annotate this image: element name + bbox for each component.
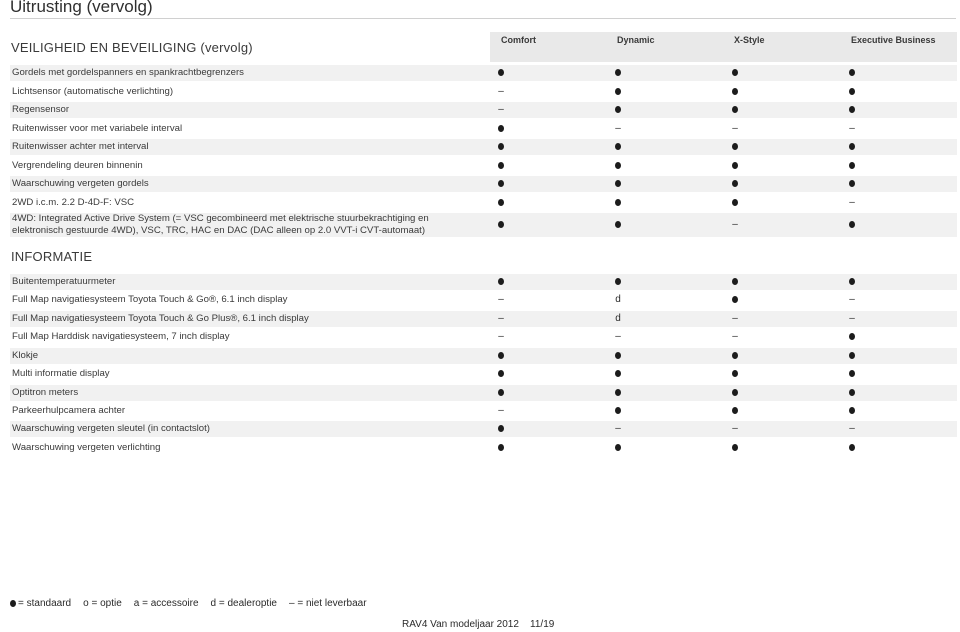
legend-symbol: – [288,598,298,609]
standard-dot-icon [849,162,855,169]
not-available-mark: – [849,423,855,434]
section-title: INFORMATIE [11,249,93,264]
cell-dynamic [604,219,632,231]
legend-text: = optie [91,598,122,609]
cell-x-style [721,368,749,380]
cell-comfort [487,86,515,98]
standard-dot-icon [615,444,621,451]
standard-dot-icon [498,425,504,432]
standard-dot-icon [615,143,621,150]
standard-dot-icon [615,352,621,359]
option-mark: d [615,294,621,305]
cell-dynamic [604,123,632,135]
cell-dynamic [604,178,632,190]
standard-dot-icon [849,180,855,187]
standard-dot-icon [849,370,855,377]
standard-dot-icon [849,407,855,414]
legend-text: = accessoire [142,598,199,609]
cell-executive-business [838,86,866,98]
standard-dot-icon [849,69,855,76]
legend-item [83,598,122,609]
cell-comfort [487,123,515,135]
cell-comfort [487,442,515,454]
legend-item [134,598,199,609]
cell-x-style [721,423,749,435]
row-background [10,403,957,419]
row-label-continued: elektronisch gestuurde 4WD), VSC, TRC, HAC en DAC (DAC alleen op 2.0 VVT-i CVT-automaat) [12,225,426,236]
row-background [10,366,957,382]
standard-dot-icon [732,389,738,396]
not-available-mark: – [615,123,621,134]
cell-dynamic [604,141,632,153]
cell-executive-business [838,67,866,79]
standard-dot-icon [498,199,504,206]
standard-dot-icon [732,407,738,414]
cell-comfort [487,276,515,288]
cell-dynamic [604,276,632,288]
cell-dynamic [604,294,632,306]
cell-executive-business [838,294,866,306]
standard-dot-icon [498,221,504,228]
standard-dot-icon [498,389,504,396]
table-row [0,194,960,212]
cell-executive-business [838,123,866,135]
standard-dot-icon [615,278,621,285]
legend-item [211,598,277,609]
cell-comfort [487,104,515,116]
cell-dynamic [604,104,632,116]
not-available-mark: – [498,86,504,97]
standard-dot-icon [732,143,738,150]
row-label: Parkeerhulpcamera achter [12,405,126,416]
cell-x-style [721,350,749,362]
standard-dot-icon [732,106,738,113]
row-label: Ruitenwisser voor met variabele interval [12,123,183,134]
cell-comfort [487,405,515,417]
cell-comfort [487,219,515,231]
standard-dot-icon [849,444,855,451]
not-available-mark: – [849,313,855,324]
not-available-mark: – [849,294,855,305]
row-label: Buitentemperatuurmeter [12,276,116,287]
cell-executive-business [838,178,866,190]
cell-executive-business [838,368,866,380]
row-label: Regensensor [12,104,70,115]
standard-dot-icon [615,106,621,113]
standard-dot-icon [849,88,855,95]
cell-dynamic [604,350,632,362]
cell-comfort [487,197,515,209]
cell-comfort [487,178,515,190]
cell-executive-business [838,197,866,209]
cell-comfort [487,350,515,362]
row-label: Multi informatie display [12,368,110,379]
cell-executive-business [838,350,866,362]
not-available-mark: – [615,331,621,342]
standard-dot-icon [10,600,16,607]
page-title: Uitrusting (vervolg) [10,0,153,16]
cell-comfort [487,294,515,306]
not-available-mark: – [732,331,738,342]
legend-symbol: a [133,598,143,609]
not-available-mark: – [498,405,504,416]
cell-comfort [487,160,515,172]
not-available-mark: – [498,104,504,115]
standard-dot-icon [498,444,504,451]
cell-x-style [721,294,749,306]
cell-dynamic [604,442,632,454]
cell-x-style [721,276,749,288]
cell-executive-business [838,405,866,417]
row-background [10,158,957,174]
standard-dot-icon [498,125,504,132]
cell-executive-business [838,313,866,325]
standard-dot-icon [849,278,855,285]
row-background [10,195,957,211]
table-row [0,347,960,365]
standard-dot-icon [732,180,738,187]
standard-dot-icon [615,69,621,76]
option-mark: d [615,313,621,324]
row-label: Klokje [12,350,39,361]
row-label: Full Map Harddisk navigatiesysteem, 7 inch display [12,331,230,342]
row-label: 4WD: Integrated Active Drive System (= VSC gecombineerd met elektrische stuurbekrachtiging en [12,213,429,224]
table-row [0,157,960,175]
standard-dot-icon [498,143,504,150]
cell-dynamic [604,313,632,325]
cell-x-style [721,219,749,231]
standard-dot-icon [732,444,738,451]
cell-x-style [721,178,749,190]
row-label: Full Map navigatiesysteem Toyota Touch & Go®, 6.1 inch display [12,294,288,305]
table-row [0,384,960,402]
cell-executive-business [838,160,866,172]
cell-x-style [721,442,749,454]
cell-executive-business [838,141,866,153]
standard-dot-icon [615,389,621,396]
row-label: Vergrendeling deuren binnenin [12,160,143,171]
cell-dynamic [604,387,632,399]
row-label: 2WD i.c.m. 2.2 D-4D-F: VSC [12,197,135,208]
table-row [0,273,960,291]
standard-dot-icon [615,162,621,169]
row-background [10,348,957,364]
legend [10,598,379,609]
not-available-mark: – [498,331,504,342]
standard-dot-icon [732,199,738,206]
cell-dynamic [604,331,632,343]
column-header-dynamic: Dynamic [617,35,655,45]
cell-executive-business [838,331,866,343]
standard-dot-icon [498,278,504,285]
cell-dynamic [604,67,632,79]
cell-x-style [721,104,749,116]
cell-x-style [721,313,749,325]
standard-dot-icon [849,389,855,396]
cell-dynamic [604,197,632,209]
cell-x-style [721,405,749,417]
row-background [10,385,957,401]
not-available-mark: – [615,423,621,434]
standard-dot-icon [732,278,738,285]
not-available-mark: – [498,294,504,305]
standard-dot-icon [615,199,621,206]
cell-comfort [487,331,515,343]
standard-dot-icon [849,352,855,359]
standard-dot-icon [849,143,855,150]
cell-executive-business [838,442,866,454]
row-label: Waarschuwing vergeten gordels [12,178,149,189]
standard-dot-icon [498,370,504,377]
cell-comfort [487,423,515,435]
not-available-mark: – [732,423,738,434]
cell-executive-business [838,104,866,116]
cell-dynamic [604,423,632,435]
legend-text: = standaard [18,598,72,609]
table-row [0,402,960,420]
cell-comfort [487,313,515,325]
cell-x-style [721,387,749,399]
legend-text: = niet leverbaar [297,598,367,609]
not-available-mark: – [849,197,855,208]
standard-dot-icon [849,106,855,113]
cell-dynamic [604,368,632,380]
standard-dot-icon [732,88,738,95]
standard-dot-icon [498,162,504,169]
cell-dynamic [604,160,632,172]
row-label: Waarschuwing vergeten sleutel (in contactslot) [12,423,211,434]
legend-item [10,598,71,609]
standard-dot-icon [732,69,738,76]
cell-executive-business [838,387,866,399]
standard-dot-icon [732,352,738,359]
legend-symbol: d [210,598,219,609]
standard-dot-icon [498,69,504,76]
cell-comfort [487,141,515,153]
standard-dot-icon [615,370,621,377]
not-available-mark: – [732,313,738,324]
row-label: Lichtsensor (automatische verlichting) [12,86,174,97]
table-row [0,101,960,119]
table-row [0,365,960,383]
standard-dot-icon [498,352,504,359]
row-label: Full Map navigatiesysteem Toyota Touch & Go Plus®, 6.1 inch display [12,313,309,324]
standard-dot-icon [849,221,855,228]
cell-dynamic [604,86,632,98]
standard-dot-icon [615,180,621,187]
legend-text: = dealeroptie [218,598,277,609]
cell-executive-business [838,276,866,288]
standard-dot-icon [615,407,621,414]
row-background [10,139,957,155]
cell-x-style [721,141,749,153]
standard-dot-icon [849,333,855,340]
title-divider [10,18,956,19]
standard-dot-icon [498,180,504,187]
not-available-mark: – [732,123,738,134]
column-header-executive-business: Executive Business [851,35,936,45]
column-header-x-style: X-Style [734,35,765,45]
cell-x-style [721,86,749,98]
row-background [10,176,957,192]
not-available-mark: – [732,219,738,230]
cell-comfort [487,67,515,79]
standard-dot-icon [732,370,738,377]
standard-dot-icon [615,221,621,228]
cell-executive-business [838,219,866,231]
cell-x-style [721,197,749,209]
cell-x-style [721,331,749,343]
legend-symbol: o [83,598,92,609]
cell-executive-business [838,423,866,435]
row-label: Gordels met gordelspanners en spankrachtbegrenzers [12,67,244,78]
row-background [10,102,957,118]
row-label: Waarschuwing vergeten verlichting [12,442,161,453]
standard-dot-icon [732,162,738,169]
standard-dot-icon [615,88,621,95]
column-header-comfort: Comfort [501,35,536,45]
row-label: Optitron meters [12,387,79,398]
section-title: VEILIGHEID EN BEVEILIGING (vervolg) [11,40,253,55]
not-available-mark: – [849,123,855,134]
cell-x-style [721,160,749,172]
standard-dot-icon [732,296,738,303]
cell-comfort [487,368,515,380]
cell-x-style [721,123,749,135]
row-label: Ruitenwisser achter met interval [12,141,149,152]
legend-item [289,598,367,609]
cell-comfort [487,387,515,399]
cell-x-style [721,67,749,79]
row-background [10,274,957,290]
page-footer: RAV4 Van modeljaar 2012 11/19 [402,619,555,630]
cell-dynamic [604,405,632,417]
not-available-mark: – [498,313,504,324]
